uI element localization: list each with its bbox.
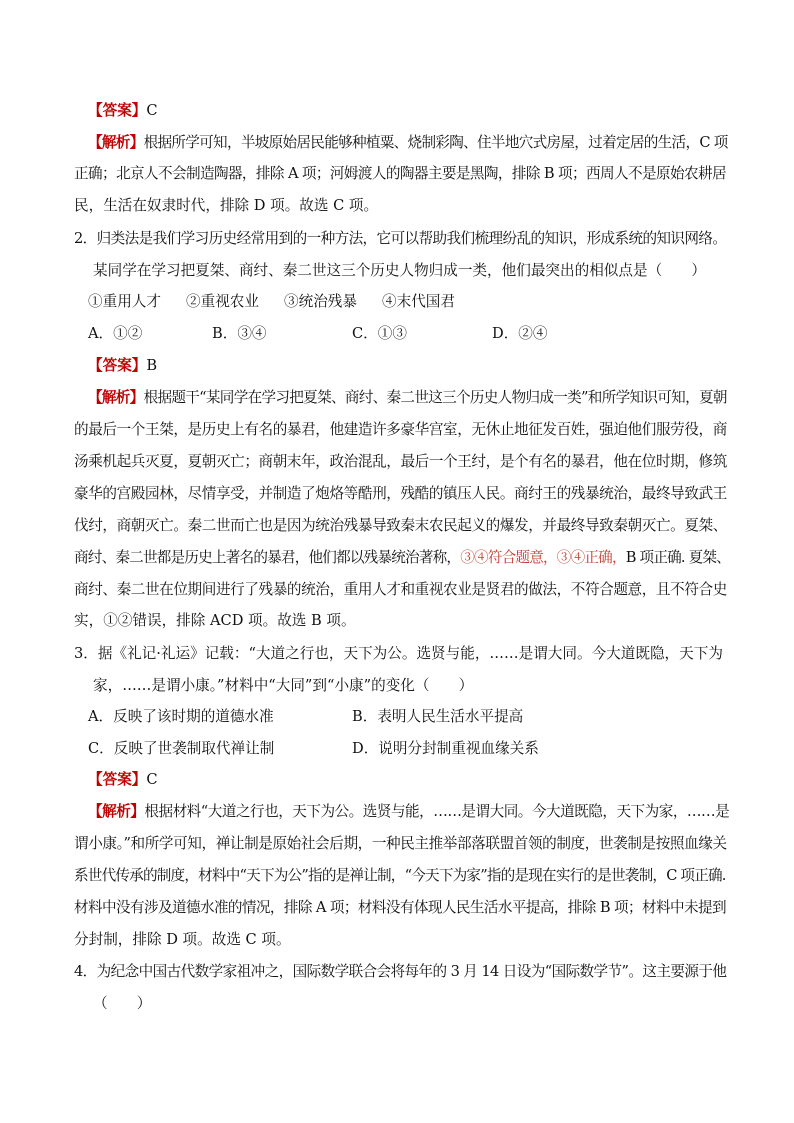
analysis-text: 根据材料“大道之行也，天下为公。选贤与能，……是谓大同。今大道既隐，天下为家，……是 — [144, 803, 730, 820]
analysis-text: 商纣、秦二世都是历史上著名的暴君，他们都以残暴统治著称， — [74, 549, 461, 566]
analysis-text: 根据所学可知，半坡原始居民能够种植粟、烧制彩陶、住半地穴式房屋，过着定居的生活，C 项 — [143, 134, 728, 151]
q2-analysis-line — [88, 388, 727, 408]
answer-value: C — [146, 771, 158, 788]
q1-analysis-line: 正确；北京人不会制造陶器，排除 A 项；河姆渡人的陶器主要是黑陶，排除 B 项；西周人不是原始农耕居 — [74, 165, 726, 182]
q3-option-b: B．表明人民生活水平提高 — [352, 708, 524, 725]
q1-answer — [88, 101, 158, 121]
q2-analysis-line: 的最后一个王桀，是历史上有名的暴君，他建造许多豪华宫室，无休止地征发百姓，强迫他们服劳役，商 — [74, 421, 727, 438]
q1-analysis-line: 民，生活在奴隶时代，排除 D 项。故选 C 项。 — [74, 197, 379, 214]
q3-analysis-line: 分封制，排除 D 项。故选 C 项。 — [74, 931, 291, 948]
q3-analysis-line: 谓小康。”和所学可知，禅让制是原始社会后期，一种民主推举部落联盟首领的制度，世袭制是按照血缘关 — [74, 835, 727, 852]
q2-stem: 2．归类法是我们学习历史经常用到的一种方法，它可以帮助我们梳理纷乱的知识，形成系统的知识网络。 — [74, 230, 727, 247]
analysis-highlight: ③④符合题意，③④正确， — [460, 549, 626, 566]
q2-answer — [88, 356, 157, 376]
q2-analysis-line: 豪华的宫殿园林，尽情享受，并制造了炮烙等酷刑，残酷的镇压人民。商纣王的残暴统治，最终导致武王 — [74, 485, 727, 502]
q2-analysis-line: 实，①②错误，排除 ACD 项。故选 B 项。 — [74, 612, 356, 629]
q2-option-c: C．①③ — [352, 325, 407, 342]
answer-tag: 【答案】 — [88, 102, 147, 119]
q2-analysis-line: 汤乘机起兵灭夏，夏朝灭亡；商朝末年，政治混乱，最后一个王纣，是个有名的暴君，他在位时期，修筑 — [74, 453, 727, 470]
q4-stem: 4．为纪念中国古代数学家祖冲之，国际数学联合会将每年的 3 月 14 日设为“国际数学节”。这主要源于他 — [74, 963, 727, 980]
q3-analysis-line: 材料中没有涉及道德水准的情况，排除 A 项；材料没有体现人民生活水平提高，排除 B 项；材料中未提到 — [74, 899, 726, 916]
q3-stem: 3．据《礼记·礼运》记载：“大道之行也，天下为公。选贤与能，……是谓大同。今大道既隐，天下为 — [74, 645, 723, 662]
analysis-text: 根据题干“某同学在学习把夏桀、商纣、秦二世这三个历史人物归成一类”和所学知识可知，夏朝 — [143, 389, 727, 406]
q3-option-a: A．反映了该时期的道德水准 — [88, 708, 274, 725]
q3-stem-cont: 家，……是谓小康。”材料中“大同”到“小康”的变化（ ） — [93, 677, 474, 694]
q2-option-a: A．①② — [88, 325, 143, 342]
q2-item: ①重用人才 — [88, 293, 161, 310]
q1-analysis-line — [88, 133, 728, 153]
q3-analysis-line — [88, 802, 729, 822]
analysis-tag: 【解析】 — [88, 134, 144, 151]
analysis-text: B 项正确. 夏桀、 — [625, 549, 730, 566]
q3-analysis-line: 系世代传承的制度，材料中“天下为公”指的是禅让制，“今天下为家”指的是现在实行的是世袭制，C 项正确. — [74, 867, 726, 884]
answer-value: B — [146, 357, 158, 374]
q3-answer — [88, 770, 158, 790]
answer-tag: 【答案】 — [88, 357, 147, 374]
analysis-tag: 【解析】 — [88, 389, 144, 406]
q2-item: ③统治残暴 — [284, 293, 357, 310]
q4-stem-cont: （ ） — [93, 995, 152, 1012]
q2-item: ④末代国君 — [382, 293, 455, 310]
q2-analysis-line: 商纣、秦二世在位期间进行了残暴的统治，重用人才和重视农业是贤君的做法，不符合题意，且不符合史 — [74, 581, 727, 598]
q2-option-d: D．②④ — [492, 325, 548, 342]
q2-stem-cont: 某同学在学习把夏桀、商纣、秦二世这三个历史人物归成一类，他们最突出的相似点是（ ） — [93, 262, 706, 279]
q3-option-d: D．说明分封制重视血缘关系 — [352, 740, 539, 757]
analysis-tag: 【解析】 — [88, 803, 145, 820]
q2-item: ②重视农业 — [186, 293, 259, 310]
answer-value: C — [146, 102, 158, 119]
q2-option-b: B．③④ — [212, 325, 267, 342]
q2-analysis-line — [74, 548, 730, 568]
q2-analysis-line: 伐纣，商朝灭亡。秦二世而亡也是因为统治残暴导致秦末农民起义的爆发，并最终导致秦朝灭亡。夏桀、 — [74, 517, 727, 534]
answer-tag: 【答案】 — [88, 771, 147, 788]
q3-option-c: C．反映了世袭制取代禅让制 — [88, 740, 275, 757]
